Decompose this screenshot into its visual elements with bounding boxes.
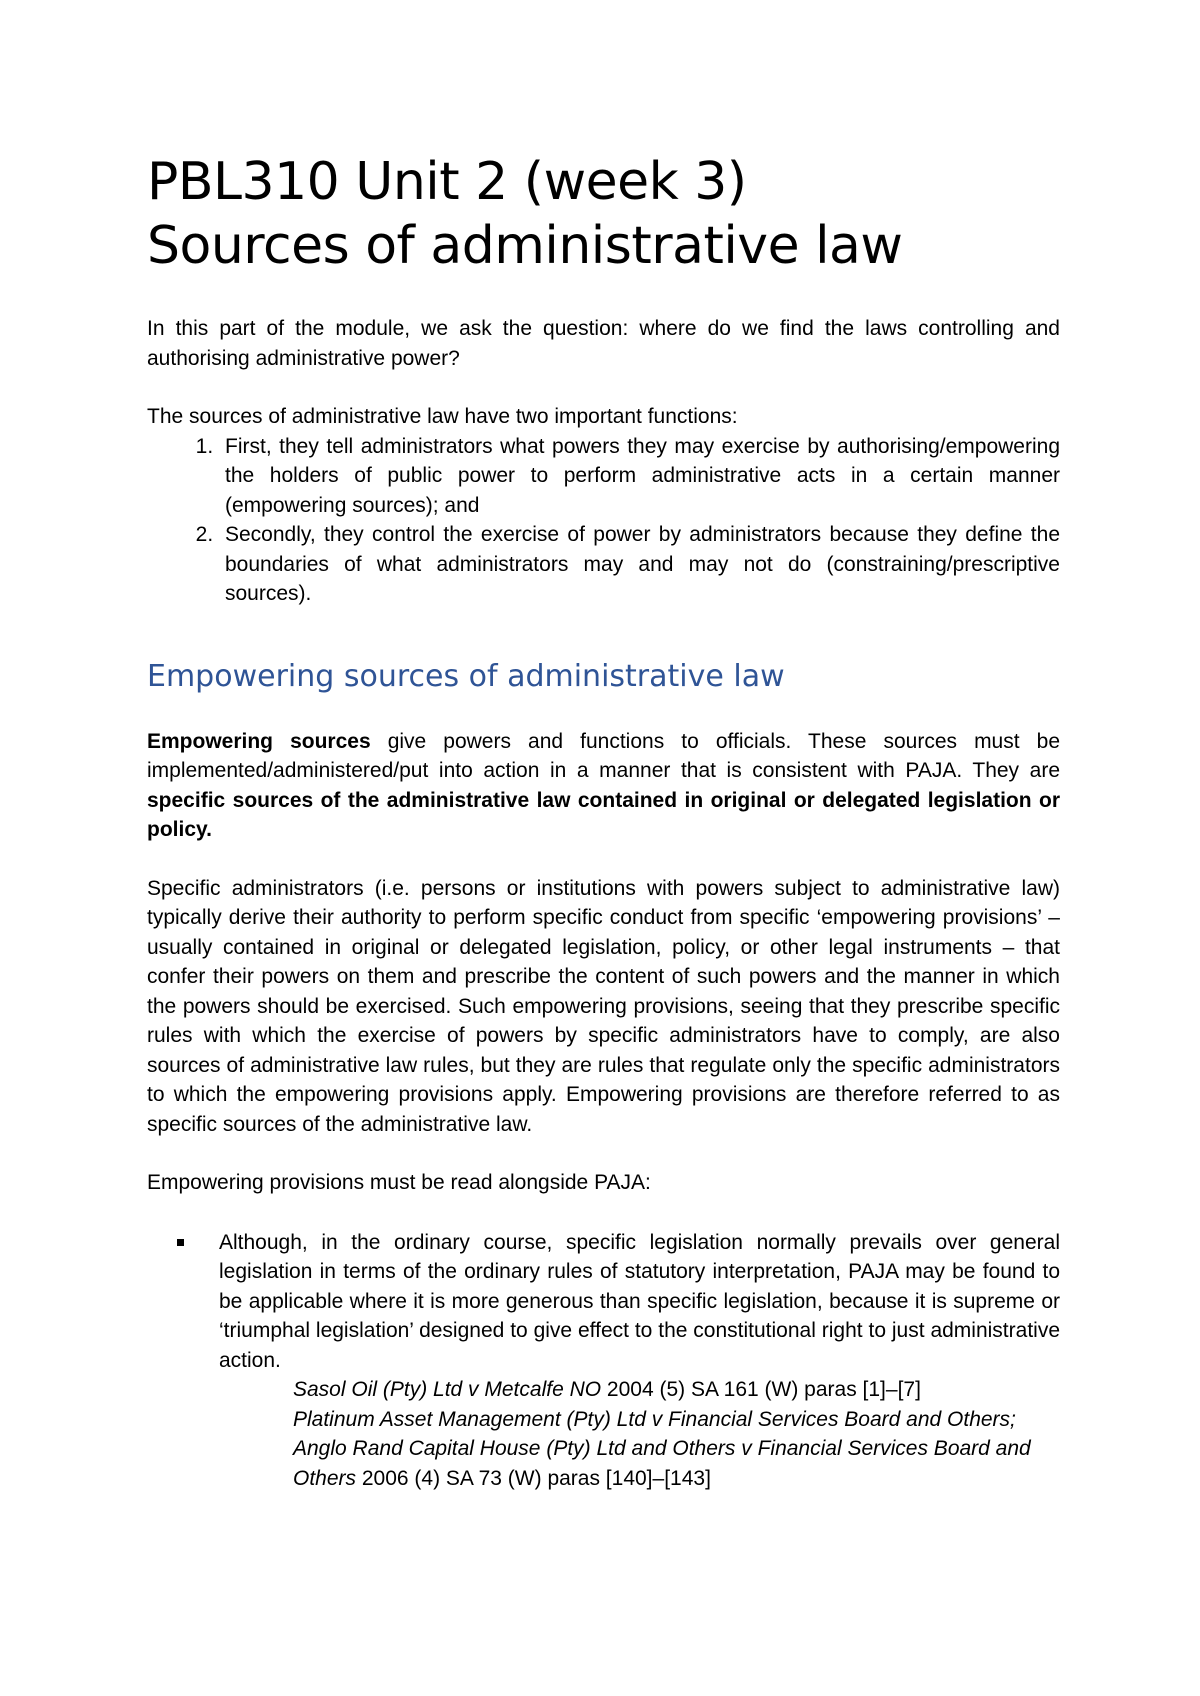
case-1-name: Sasol Oil (Pty) Ltd v Metcalfe NO [293,1378,602,1401]
case-citation-1 [293,1375,1060,1405]
functions-list [147,432,1060,609]
case-citation-2-end [293,1464,1060,1494]
empowering-period: . [206,818,212,841]
list-item: 2. Secondly, they control the exercise of power by administrators because they define the boundaries of what administrators may and may not do (constraining/prescriptive sources). [219,520,1060,609]
paja-lead: Empowering provisions must be read alongside PAJA: [147,1171,651,1194]
case-1-cite: 2004 (5) SA 161 (W) paras [1]–[7] [601,1378,921,1401]
empowering-text: give powers and functions to officials. These sources must be implemented/administered/put into action in a manner that is consistent with PAJA. They are [147,729,1060,782]
document-page [147,150,1060,1493]
empowering-paragraph [147,727,1060,845]
square-bullet-icon [177,1239,184,1246]
case-2-name-line-1: Platinum Asset Management (Pty) Ltd v Financial Services Board and Others; [293,1407,1016,1431]
title-line-2: Sources of administrative law [147,216,903,276]
empowering-bold-lead: Empowering sources [147,729,371,753]
case-2-cite: 2006 (4) SA 73 (W) paras [140]–[143] [356,1466,711,1490]
bullet-text: Although, in the ordinary course, specific legislation normally prevails over general legislation in terms of the ordinary rules of statutory interpretation, PAJA may be found to be applicable where it is more generous than specific legislation, because it is supreme or ‘triumphal legislation’ designed to give effect to the constitutional right to just administrative action. [219,1230,1060,1372]
functions-lead: The sources of administrative law have two important functions: [147,405,738,428]
specific-administrators-paragraph: Specific administrators (i.e. persons or institutions with powers subject to administrative law) typically derive their authority to perform specific conduct from specific ‘empowering provisions’ – usually contained in original or delegated legislation, policy, or other legal instruments – that confer their powers on them and prescribe the content of such powers and the manner in which the powers should be exercised. Such empowering provisions, seeing that they prescribe specific rules with which the exercise of powers by specific administrators have to comply, are also sources of administrative law rules, but they are rules that regulate only the specific administrators to which the empowering provisions apply. Empowering provisions are therefore referred to as specific sources of the administrative law. [147,876,1060,1136]
bullet-list [147,1228,1060,1376]
section-heading: Empowering sources of administrative law [147,658,785,694]
document-title [147,150,1060,278]
case-2-name-line-3: Others [293,1466,357,1490]
intro-paragraph: In this part of the module, we ask the question: where do we find the laws controlling and authorising administrative power? [147,317,1060,370]
title-line-1: PBL310 Unit 2 (week 3) [147,152,747,212]
list-item: 1. First, they tell administrators what powers they may exercise by authorising/empowering the holders of public power to perform administrative acts in a certain manner (empowering sources); and [219,432,1060,521]
case-citations [293,1375,1060,1493]
list-item [219,1228,1060,1376]
case-2-name-line-2: Anglo Rand Capital House (Pty) Ltd and Others v Financial Services Board and [293,1437,1031,1460]
empowering-bold-end: specific sources of the administrative law contained in original or delegated legislation or policy [147,788,1060,841]
